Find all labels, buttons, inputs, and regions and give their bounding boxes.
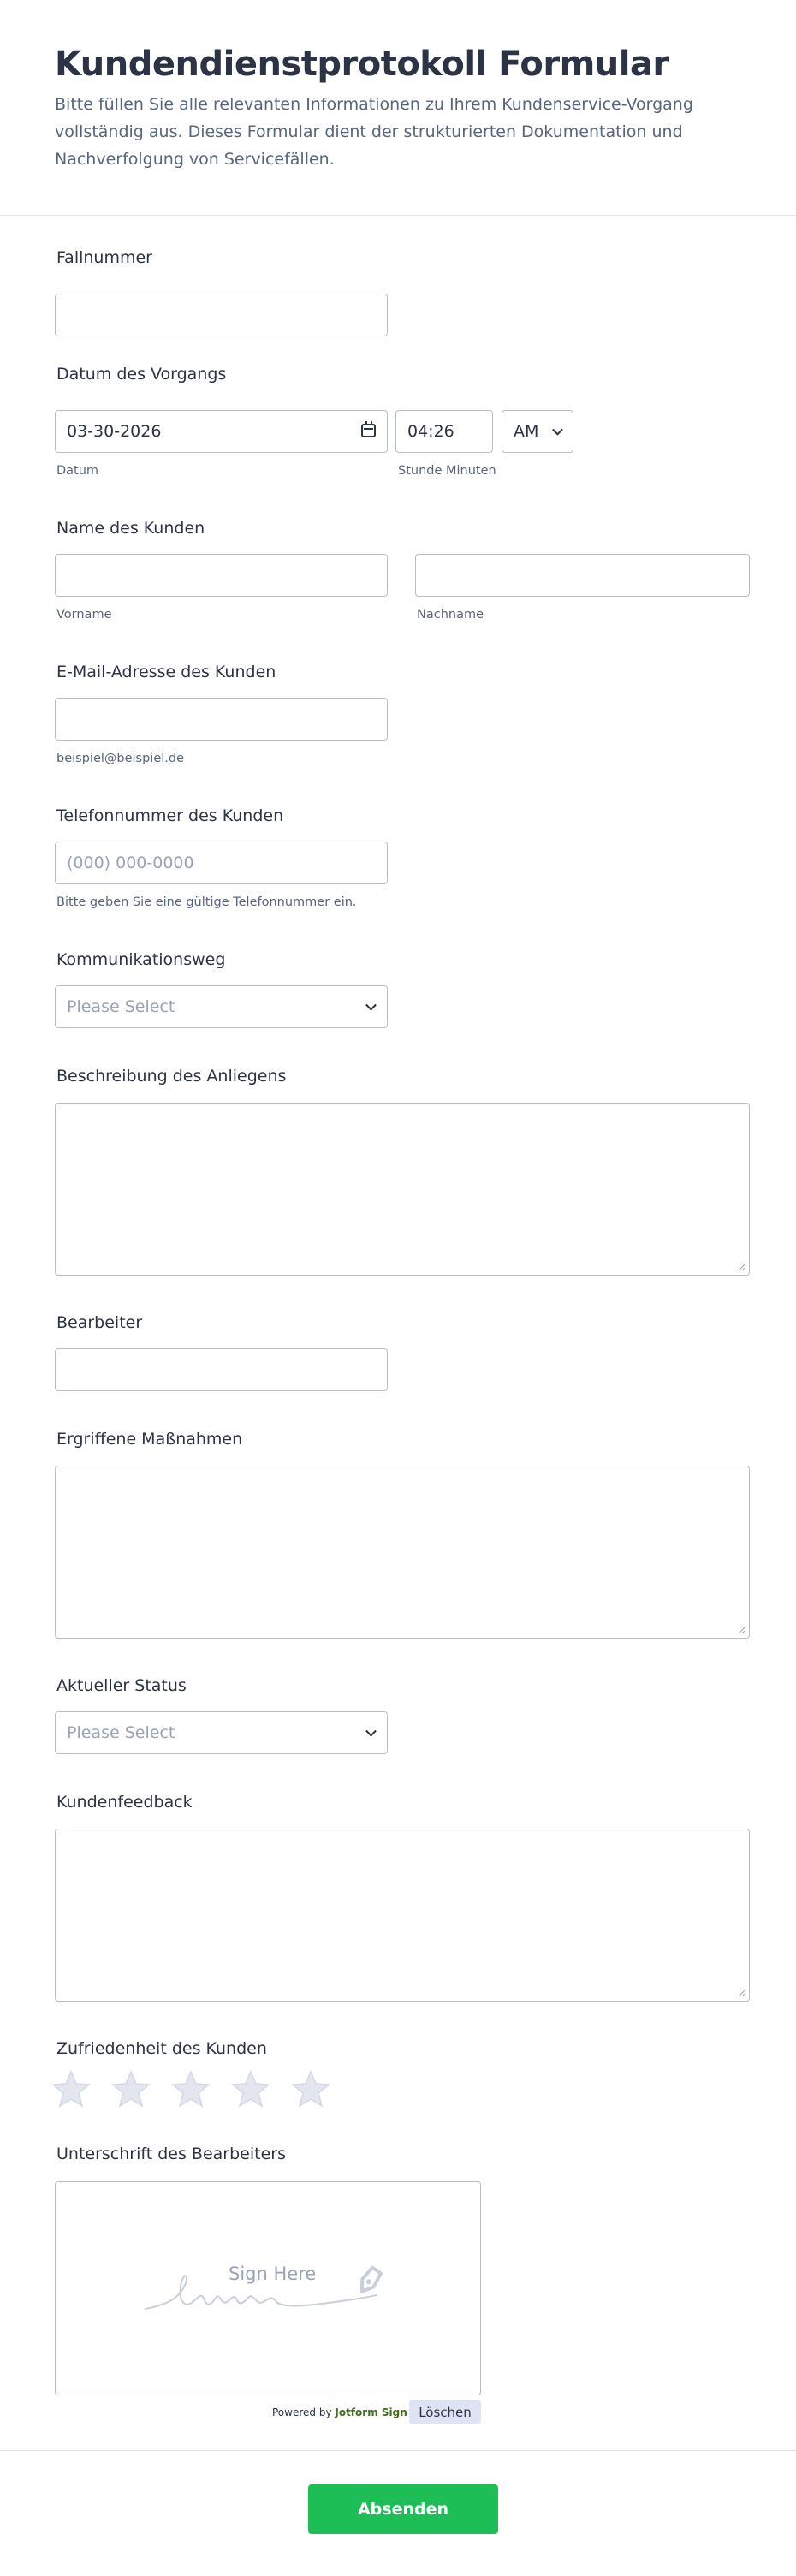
massnahmen-label: Ergriffene Maßnahmen bbox=[56, 1430, 243, 1449]
star-icon[interactable] bbox=[111, 2070, 151, 2108]
star-icon[interactable] bbox=[51, 2070, 91, 2108]
time-value: 04:26 bbox=[407, 422, 454, 441]
datum-label: Datum des Vorgangs bbox=[56, 365, 227, 384]
status-select[interactable] bbox=[55, 1711, 388, 1754]
clear-signature-button[interactable]: Löschen bbox=[409, 2400, 481, 2424]
phone-placeholder: (000) 000-0000 bbox=[67, 854, 194, 872]
email-label: E-Mail-Adresse des Kunden bbox=[56, 663, 276, 681]
fallnummer-label: Fallnummer bbox=[56, 248, 152, 267]
status-label: Aktueller Status bbox=[56, 1676, 187, 1695]
first-name-sublabel: Vorname bbox=[56, 608, 112, 622]
beschreibung-textarea[interactable] bbox=[55, 1103, 750, 1276]
last-name-sublabel: Nachname bbox=[417, 608, 484, 622]
resize-handle-icon[interactable] bbox=[737, 1626, 746, 1634]
form-title: Kundendienstprotokoll Formular bbox=[55, 45, 669, 84]
calendar-icon[interactable] bbox=[361, 424, 376, 437]
time-sublabel: Stunde Minuten bbox=[398, 464, 496, 478]
resize-handle-icon[interactable] bbox=[737, 1263, 746, 1271]
submit-button[interactable]: Absenden bbox=[308, 2484, 498, 2534]
kommunikation-label: Kommunikationsweg bbox=[56, 950, 226, 969]
beschreibung-label: Beschreibung des Anliegens bbox=[56, 1067, 287, 1086]
star-icon[interactable] bbox=[291, 2070, 330, 2108]
date-sublabel: Datum bbox=[56, 464, 99, 478]
kommunikation-placeholder: Please Select bbox=[67, 997, 175, 1016]
footer-divider bbox=[0, 2450, 796, 2451]
form-header bbox=[0, 0, 796, 216]
resize-handle-icon[interactable] bbox=[737, 1989, 746, 1997]
feedback-label: Kundenfeedback bbox=[56, 1793, 193, 1812]
ampm-select[interactable] bbox=[502, 410, 573, 453]
email-input[interactable] bbox=[55, 698, 388, 741]
phone-input[interactable] bbox=[55, 842, 388, 884]
last-name-input[interactable] bbox=[415, 554, 750, 597]
kommunikation-select[interactable] bbox=[55, 985, 388, 1028]
fallnummer-input[interactable] bbox=[55, 294, 388, 336]
signature-pad[interactable] bbox=[55, 2181, 481, 2395]
status-placeholder: Please Select bbox=[67, 1723, 175, 1742]
sign-here-text: Sign Here bbox=[229, 2264, 317, 2284]
date-value: 03-30-2026 bbox=[67, 422, 162, 441]
date-input[interactable] bbox=[55, 410, 388, 453]
star-icon[interactable] bbox=[171, 2070, 211, 2108]
phone-label: Telefonnummer des Kunden bbox=[56, 806, 284, 825]
jotform-sign-brand: Jotform Sign bbox=[335, 2406, 407, 2418]
name-label: Name des Kunden bbox=[56, 519, 205, 538]
email-sublabel: beispiel@beispiel.de bbox=[56, 752, 185, 765]
time-input[interactable] bbox=[395, 410, 493, 453]
chevron-down-icon bbox=[552, 425, 563, 436]
bearbeiter-input[interactable] bbox=[55, 1348, 388, 1391]
chevron-down-icon bbox=[365, 1000, 377, 1011]
form-subtitle: Bitte füllen Sie alle relevanten Informationen zu Ihrem Kundenservice-Vorgang vollständig aus. Dieses Formular dient der strukturierten Dokumentation und Nachverfolgung von Servicefällen. bbox=[55, 95, 693, 169]
powered-by bbox=[272, 2406, 407, 2418]
feedback-textarea[interactable] bbox=[55, 1829, 750, 2002]
powered-prefix: Powered by bbox=[272, 2406, 332, 2418]
star-icon[interactable] bbox=[231, 2070, 270, 2108]
first-name-input[interactable] bbox=[55, 554, 388, 597]
chevron-down-icon bbox=[365, 1726, 377, 1737]
unterschrift-label: Unterschrift des Bearbeiters bbox=[56, 2145, 286, 2163]
bearbeiter-label: Bearbeiter bbox=[56, 1313, 143, 1332]
ampm-value: AM bbox=[514, 422, 539, 441]
phone-sublabel: Bitte geben Sie eine gültige Telefonnummer ein. bbox=[56, 895, 357, 909]
zufriedenheit-label: Zufriedenheit des Kunden bbox=[56, 2039, 267, 2058]
massnahmen-textarea[interactable] bbox=[55, 1466, 750, 1639]
